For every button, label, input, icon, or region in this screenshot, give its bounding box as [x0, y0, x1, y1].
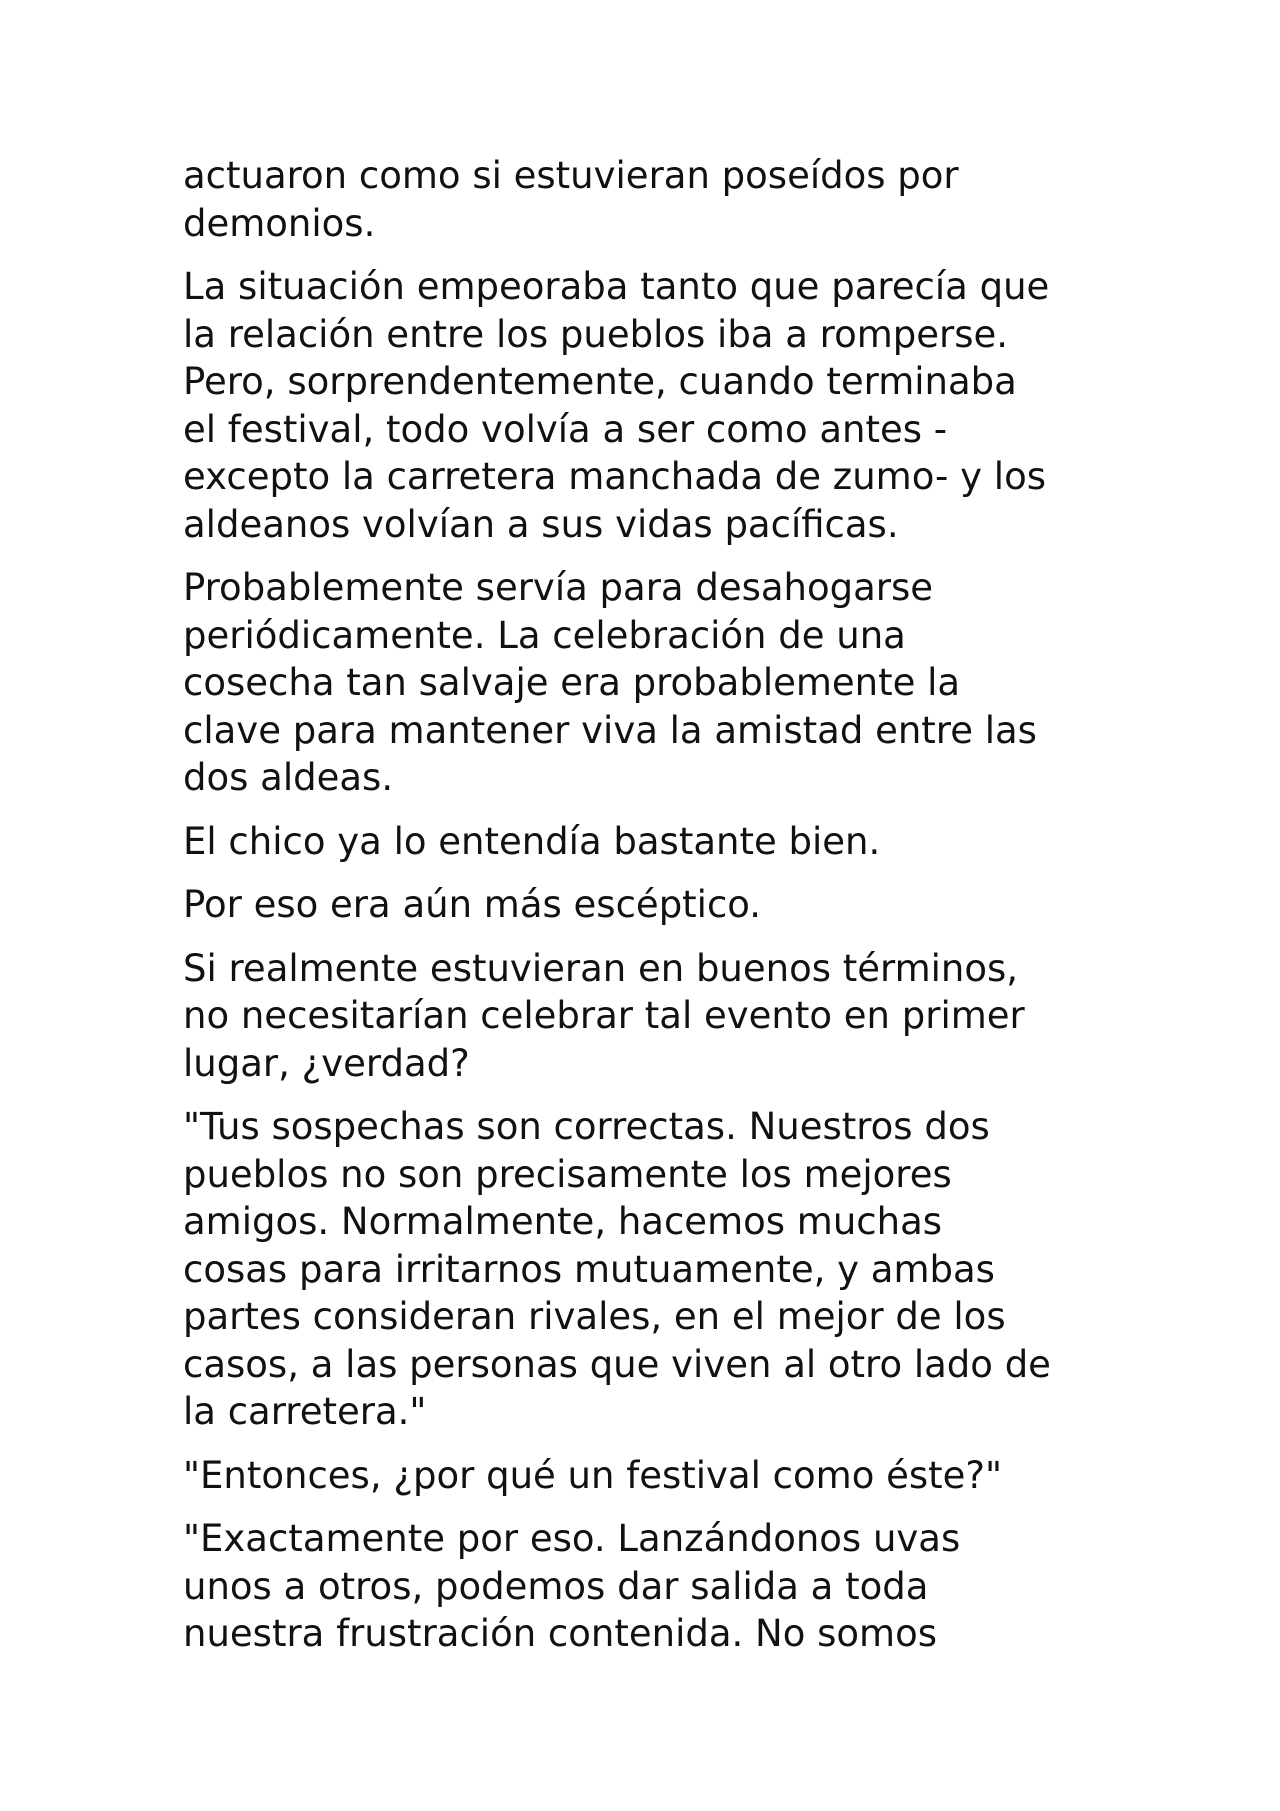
paragraph: [183, 1103, 1113, 1436]
text-line: unos a otros, podemos dar salida a toda: [183, 1564, 929, 1608]
paragraph: [183, 1515, 1113, 1658]
text-line: actuaron como si estuvieran poseídos por: [183, 154, 959, 197]
paragraph: [183, 818, 1113, 866]
text-line: el festival, todo volvía a ser como antes -: [183, 407, 948, 451]
text-line: "Tus sospechas son correctas. Nuestros dos: [183, 1105, 990, 1148]
text-line: Por eso era aún más escéptico.: [183, 883, 762, 926]
text-line: amigos. Normalmente, hacemos muchas: [183, 1200, 943, 1243]
paragraph: [183, 945, 1113, 1088]
text-line: El chico ya lo entendía bastante bien.: [183, 819, 881, 863]
paragraph: [183, 263, 1113, 548]
text-line: Si realmente estuvieran en buenos términos,: [183, 946, 1019, 990]
text-line: no necesitarían celebrar tal evento en primer: [183, 994, 1025, 1037]
text-line: aldeanos volvían a sus vidas pacíficas.: [183, 502, 899, 546]
text-line: nuestra frustración contenida. No somos: [183, 1612, 937, 1655]
text-line: "Entonces, ¿por qué un festival como éste?": [183, 1453, 1003, 1497]
text-line: partes consideran rivales, en el mejor de los: [183, 1295, 1006, 1338]
text-line: demonios.: [183, 201, 376, 245]
text-line: cosecha tan salvaje era probablemente la: [183, 661, 961, 704]
paragraph: [183, 564, 1113, 802]
text-line: casos, a las personas que viven al otro lado de: [183, 1342, 1051, 1386]
text-line: Probablemente servía para desahogarse: [183, 566, 934, 609]
text-line: "Exactamente por eso. Lanzándonos uvas: [183, 1517, 961, 1560]
paragraph: [183, 152, 1113, 247]
paragraph: [183, 881, 1113, 929]
paragraph: [183, 1452, 1113, 1500]
text-line: La situación empeoraba tanto que parecía que: [183, 265, 1050, 308]
text-line: lugar, ¿verdad?: [183, 1041, 470, 1085]
text-line: pueblos no son precisamente los mejores: [183, 1152, 952, 1196]
text-line: la carretera.": [183, 1390, 427, 1433]
text-line: excepto la carretera manchada de zumo- y los: [183, 455, 1046, 498]
text-line: cosas para irritarnos mutuamente, y ambas: [183, 1247, 995, 1291]
text-line: clave para mantener viva la amistad entre las: [183, 708, 1037, 752]
text-line: Pero, sorprendentemente, cuando terminaba: [183, 360, 1017, 403]
body-text: [183, 152, 1113, 1674]
text-line: periódicamente. La celebración de una: [183, 613, 906, 657]
text-line: la relación entre los pueblos iba a romperse.: [183, 312, 1009, 356]
text-line: dos aldeas.: [183, 756, 394, 799]
